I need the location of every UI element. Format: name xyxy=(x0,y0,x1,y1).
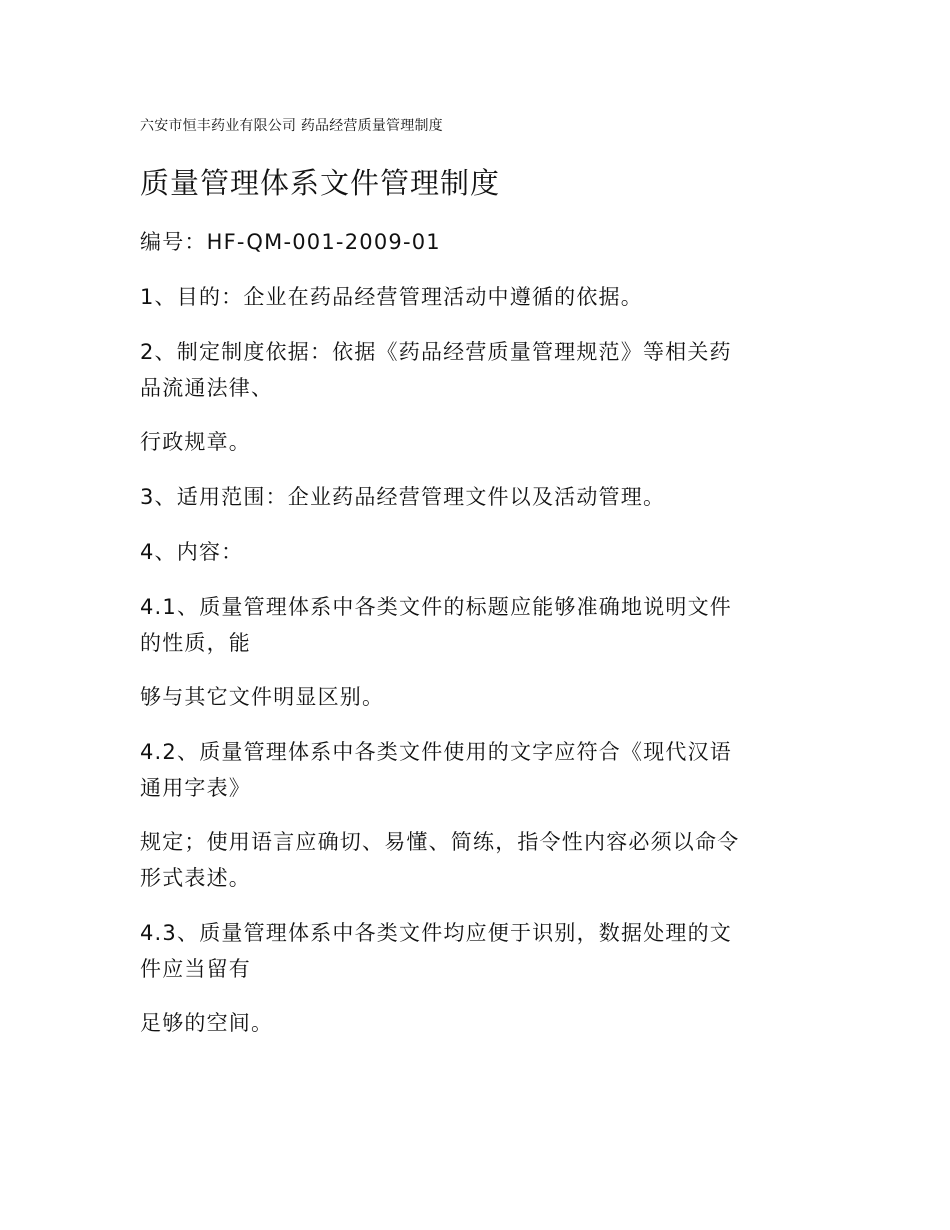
page-header: 六安市恒丰药业有限公司 药品经营质量管理制度 xyxy=(140,118,443,134)
document-code: 编号：HF-QM-001-2009-01 xyxy=(140,230,441,254)
clause-4-1-line-2: 的性质，能 xyxy=(140,631,251,655)
document-title: 质量管理体系文件管理制度 xyxy=(140,166,501,200)
scope-line: 3、适用范围：企业药品经营管理文件以及活动管理。 xyxy=(140,485,666,509)
clause-4-1-line-3: 够与其它文件明显区别。 xyxy=(140,685,385,709)
basis-line-2: 品流通法律、 xyxy=(140,376,274,400)
basis-line-3: 行政规章。 xyxy=(140,430,251,454)
clause-4-1-line-1: 4.1、质量管理体系中各类文件的标题应能够准确地说明文件 xyxy=(140,595,732,619)
clause-4-2-line-3: 规定；使用语言应确切、易懂、简练，指令性内容必须以命令 xyxy=(140,830,740,854)
clause-4-3-line-1: 4.3、质量管理体系中各类文件均应便于识别，数据处理的文 xyxy=(140,921,732,945)
purpose-line: 1、目的：企业在药品经营管理活动中遵循的依据。 xyxy=(140,285,643,309)
clause-4-2-line-2: 通用字表》 xyxy=(140,776,251,800)
clause-4-2-line-1: 4.2、质量管理体系中各类文件使用的文字应符合《现代汉语 xyxy=(140,740,732,764)
clause-4-3-line-3: 足够的空间。 xyxy=(140,1011,274,1035)
clause-4-3-line-2: 件应当留有 xyxy=(140,957,251,981)
clause-4-2-line-4: 形式表述。 xyxy=(140,866,251,890)
content-heading: 4、内容： xyxy=(140,540,244,564)
basis-line-1: 2、制定制度依据：依据《药品经营质量管理规范》等相关药 xyxy=(140,340,732,364)
